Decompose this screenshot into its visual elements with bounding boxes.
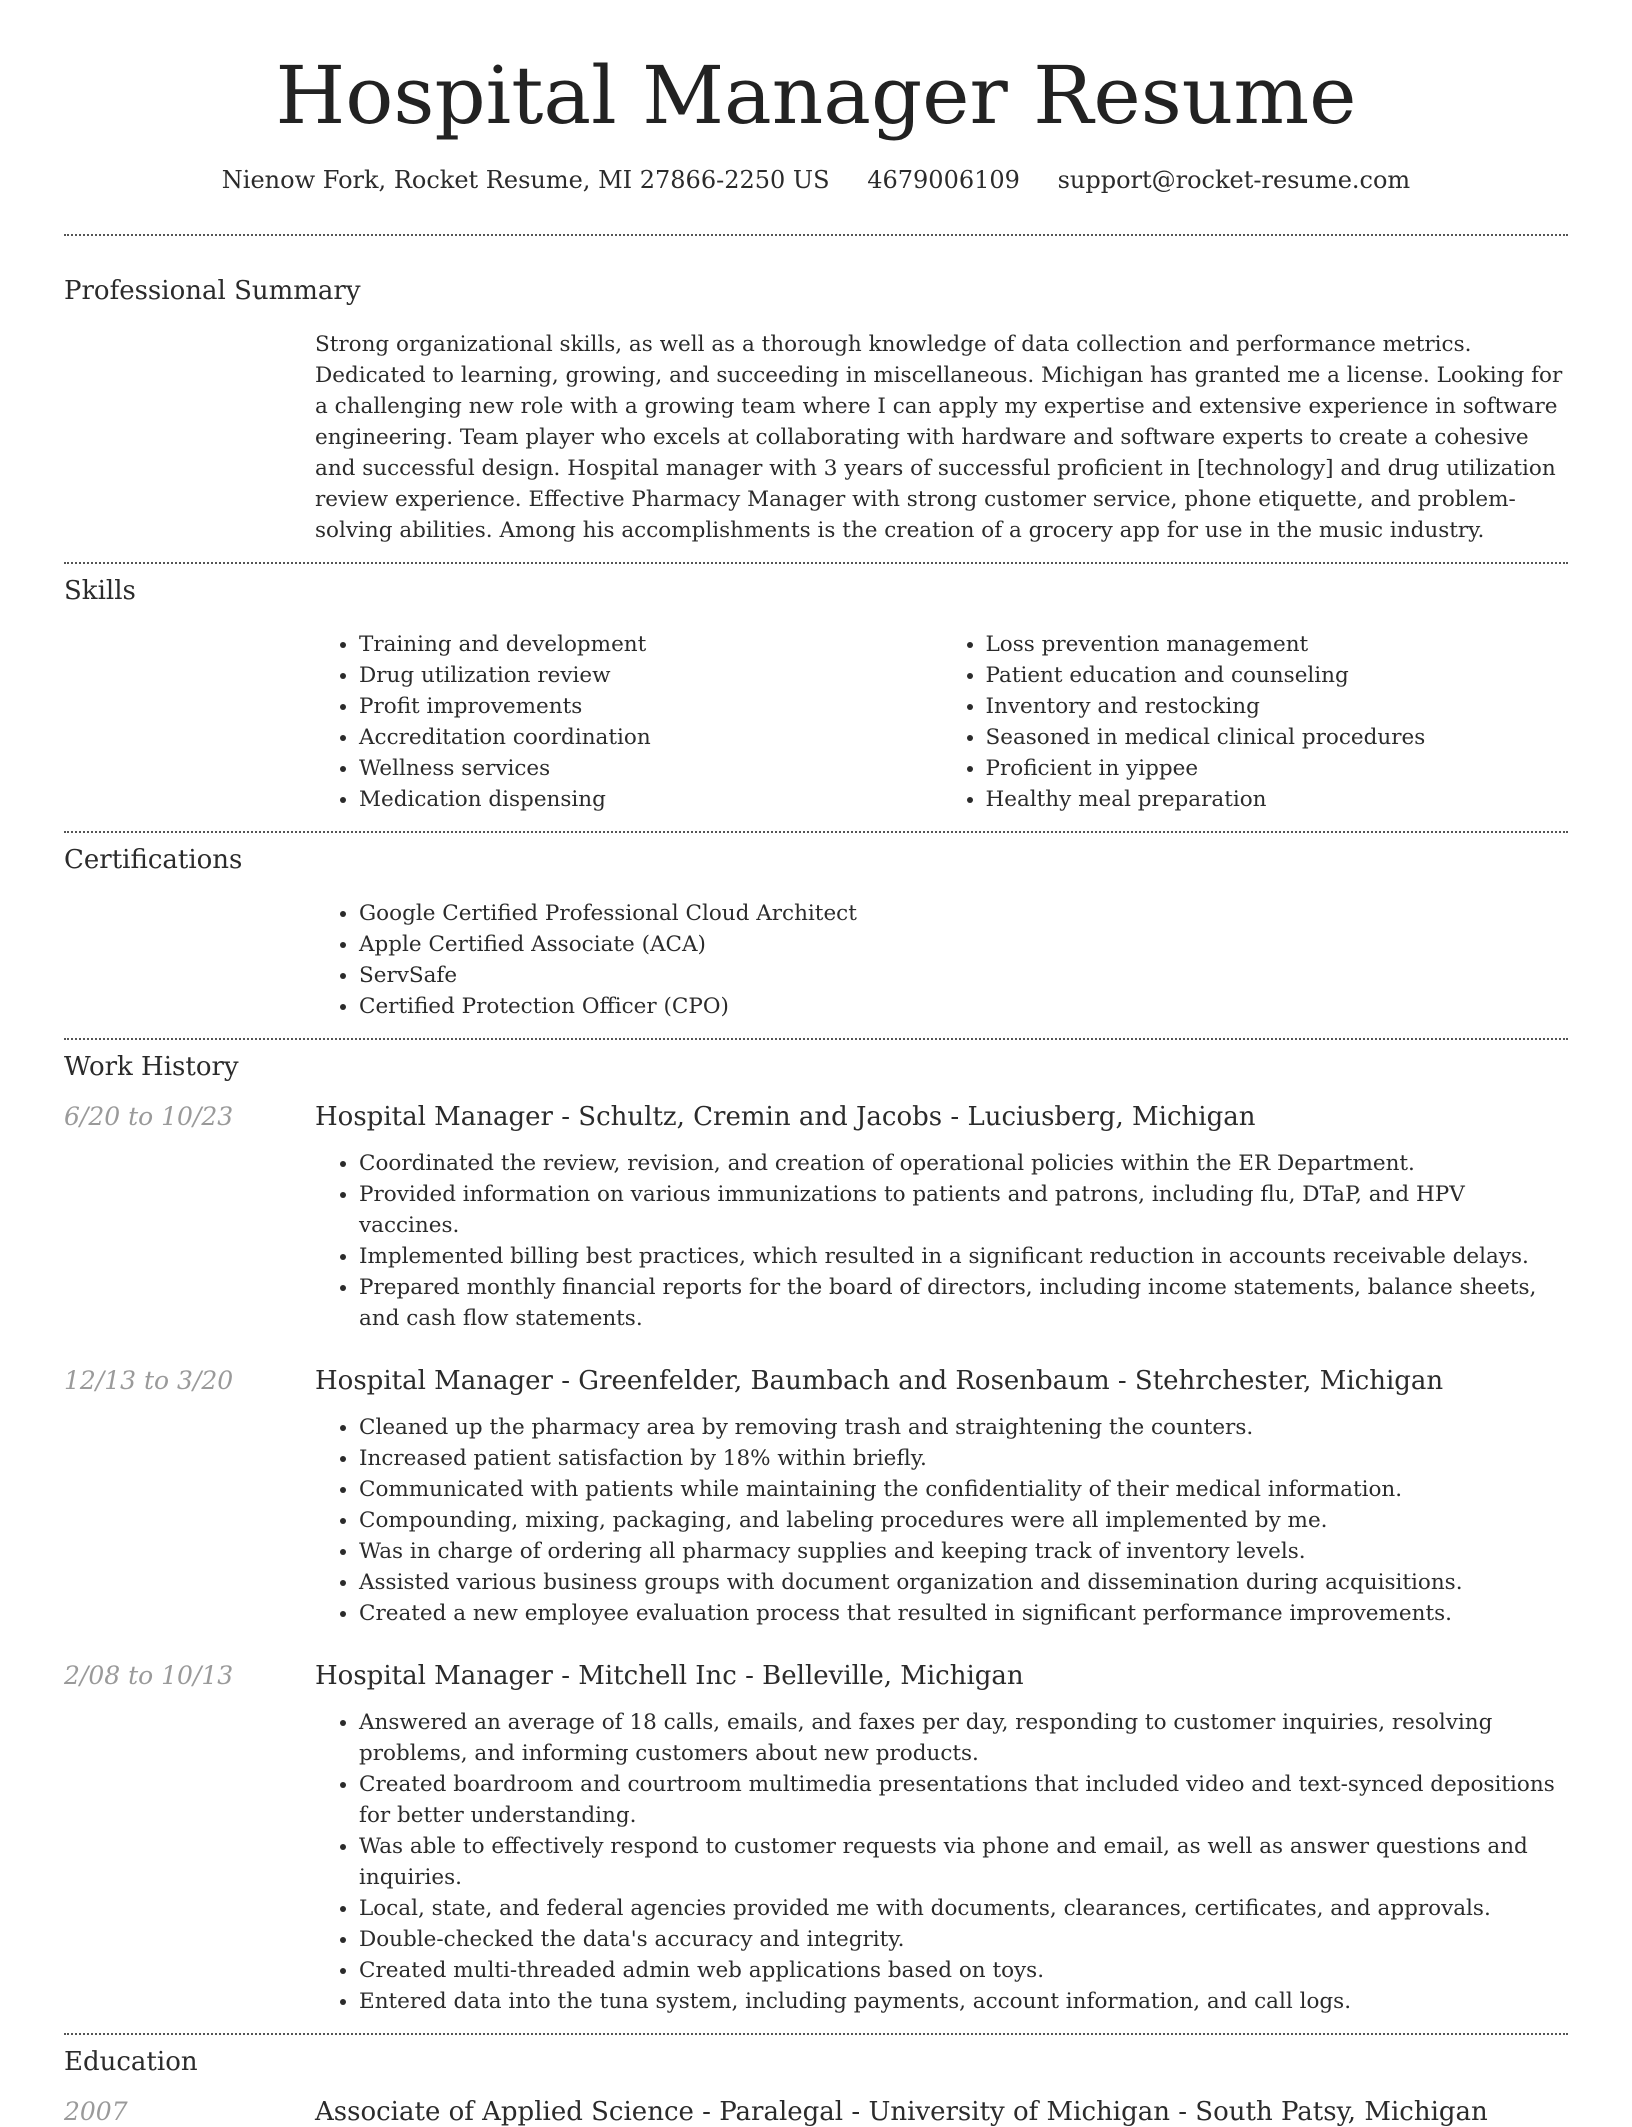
resume-page xyxy=(64,0,1568,2127)
skills-list xyxy=(315,629,1568,815)
certifications-list xyxy=(315,898,1568,1022)
summary-text: Strong organizational skills, as well as a thorough knowledge of data collection and performance metrics. Dedicated to learning, growing, and succeeding in miscellaneous. Michigan has granted me a license. Looking for a challenging new role with a growing team where I can apply my expertise and extensive experience in software engineering. Team player who excels at collaborating with hardware and software experts to create a cohesive and successful design. Hospital manager with 3 years of successful proficient in [technology] and drug utilization review experience. Effective Pharmacy Manager with strong customer service, phone etiquette, and problem-solving abilities. Among his accomplishments is the creation of a grocery app for use in the music industry. xyxy=(315,332,1563,543)
job-bullet: • Was in charge of ordering all pharmacy supplies and keeping track of inventory levels. xyxy=(359,1536,1568,1567)
job-bullet: • Assisted various business groups with document organization and dissemination during acquisitions. xyxy=(359,1567,1568,1598)
skill-item: • Loss prevention management xyxy=(986,629,1569,660)
divider xyxy=(64,1038,1568,1040)
divider xyxy=(64,831,1568,833)
job-bullet: • Implemented billing best practices, which resulted in a significant reduction in accounts receivable delays. xyxy=(359,1241,1568,1272)
certification-item: • Apple Certified Associate (ACA) xyxy=(359,929,1568,960)
job-entry xyxy=(64,1661,1568,2017)
education-year: 2007 xyxy=(64,2097,128,2126)
job-title: Hospital Manager - Mitchell Inc - Belleville, Michigan xyxy=(315,1661,1024,1691)
skills-left-column xyxy=(315,629,942,815)
certification-item: • Google Certified Professional Cloud Architect xyxy=(359,898,1568,929)
job-dates: 12/13 to 3/20 xyxy=(64,1366,234,1395)
divider xyxy=(64,234,1568,236)
job-bullet: • Prepared monthly financial reports for the board of directors, including income statements, balance sheets, and cash flow statements. xyxy=(359,1272,1568,1334)
summary-heading: Professional Summary xyxy=(64,276,361,306)
divider xyxy=(64,562,1568,564)
skill-item: • Inventory and restocking xyxy=(986,691,1569,722)
certifications-heading: Certifications xyxy=(64,845,243,875)
resume-title: Hospital Manager Resume xyxy=(275,49,1357,142)
divider xyxy=(64,2033,1568,2035)
education-entry xyxy=(64,2097,1568,2127)
education-title: Associate of Applied Science - Paralegal - University of Michigan - South Patsy, Michigan xyxy=(315,2097,1488,2127)
skill-item: • Proficient in yippee xyxy=(986,753,1569,784)
skills-heading: Skills xyxy=(64,576,136,606)
job-dates: 6/20 to 10/23 xyxy=(64,1102,234,1131)
skill-item: • Medication dispensing xyxy=(359,784,942,815)
skill-item: • Healthy meal preparation xyxy=(986,784,1569,815)
job-bullet: • Created a new employee evaluation process that resulted in significant performance improvements. xyxy=(359,1598,1568,1629)
job-title: Hospital Manager - Schultz, Cremin and Jacobs - Luciusberg, Michigan xyxy=(315,1102,1256,1132)
contact-phone: 4679006109 xyxy=(867,166,1020,194)
education-heading: Education xyxy=(64,2047,198,2077)
skill-item: • Accreditation coordination xyxy=(359,722,942,753)
job-bullet: • Cleaned up the pharmacy area by removing trash and straightening the counters. xyxy=(359,1412,1568,1443)
job-bullet: • Provided information on various immunizations to patients and patrons, including flu, DTaP, and HPV vaccines. xyxy=(359,1179,1568,1241)
job-bullet: • Created boardroom and courtroom multimedia presentations that included video and text-synced depositions for better understanding. xyxy=(359,1769,1568,1831)
job-entry xyxy=(64,1102,1568,1334)
skill-item: • Seasoned in medical clinical procedures xyxy=(986,722,1569,753)
job-bullet: • Coordinated the review, revision, and creation of operational policies within the ER Department. xyxy=(359,1148,1568,1179)
job-bullet: • Local, state, and federal agencies provided me with documents, clearances, certificates, and approvals. xyxy=(359,1893,1568,1924)
job-title: Hospital Manager - Greenfelder, Baumbach and Rosenbaum - Stehrchester, Michigan xyxy=(315,1366,1444,1396)
contact-email: support@rocket-resume.com xyxy=(1057,166,1411,194)
job-dates: 2/08 to 10/13 xyxy=(64,1661,234,1690)
certification-item: • ServSafe xyxy=(359,960,1568,991)
certification-item: • Certified Protection Officer (CPO) xyxy=(359,991,1568,1022)
job-bullet: • Entered data into the tuna system, including payments, account information, and call logs. xyxy=(359,1986,1568,2017)
job-bullet: • Was able to effectively respond to customer requests via phone and email, as well as answer questions and inquiries. xyxy=(359,1831,1568,1893)
job-bullet: • Created multi-threaded admin web applications based on toys. xyxy=(359,1955,1568,1986)
job-bullet: • Increased patient satisfaction by 18% within briefly. xyxy=(359,1443,1568,1474)
skill-item: • Profit improvements xyxy=(359,691,942,722)
job-bullet: • Communicated with patients while maintaining the confidentiality of their medical information. xyxy=(359,1474,1568,1505)
skill-item: • Wellness services xyxy=(359,753,942,784)
work-history-heading: Work History xyxy=(64,1052,239,1082)
contact-address: Nienow Fork, Rocket Resume, MI 27866-2250 US xyxy=(221,166,830,194)
skills-right-column xyxy=(942,629,1569,815)
job-bullet: • Answered an average of 18 calls, emails, and faxes per day, responding to customer inquiries, resolving problems, and informing customers about new products. xyxy=(359,1707,1568,1769)
skill-item: • Training and development xyxy=(359,629,942,660)
contact-line xyxy=(64,166,1568,194)
job-entry xyxy=(64,1366,1568,1629)
job-bullet: • Compounding, mixing, packaging, and labeling procedures were all implemented by me. xyxy=(359,1505,1568,1536)
skill-item: • Patient education and counseling xyxy=(986,660,1569,691)
job-bullet: • Double-checked the data's accuracy and integrity. xyxy=(359,1924,1568,1955)
skill-item: • Drug utilization review xyxy=(359,660,942,691)
